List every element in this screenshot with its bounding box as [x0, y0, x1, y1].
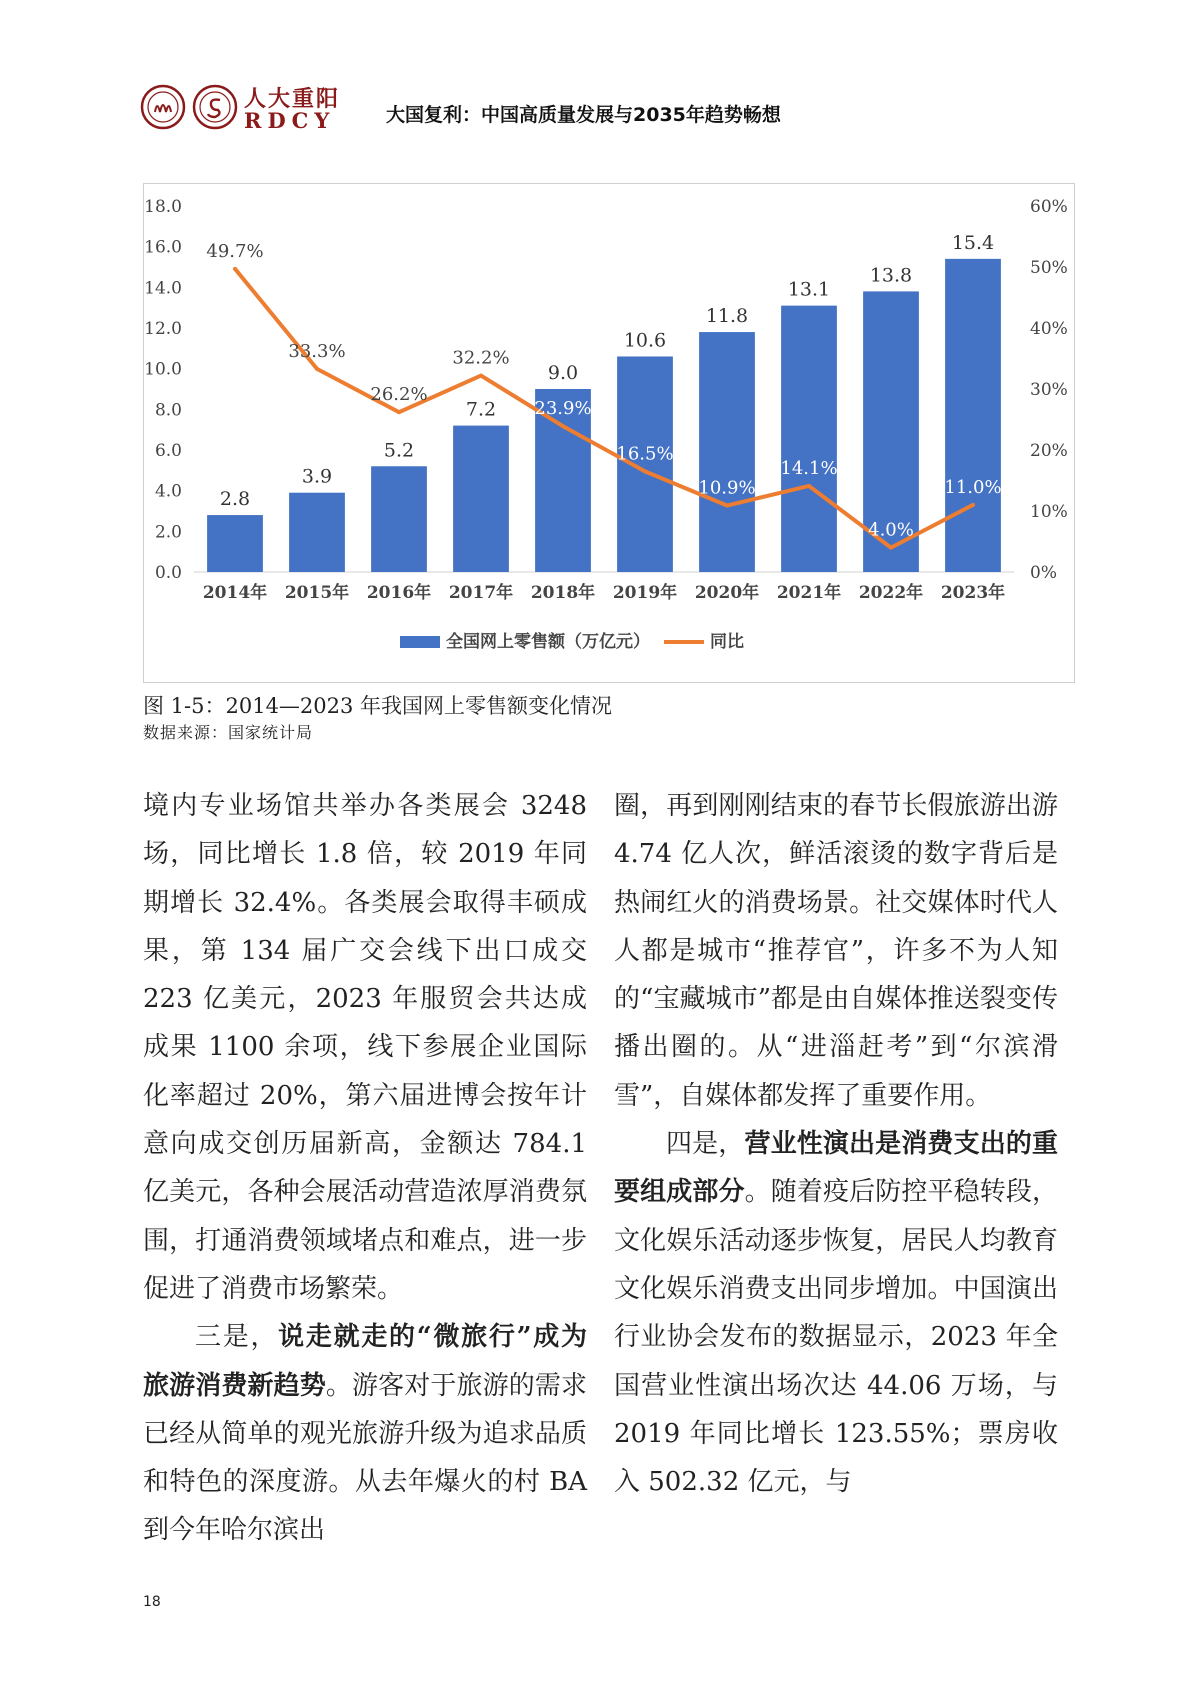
y-left-tick-label: 2.0: [154, 522, 182, 543]
bar: [781, 306, 837, 572]
left-paragraph-2-rest: 。游客对于旅游的需求已经从简单的观光旅游升级为追求品质和特色的深度游。从去年爆火的村 BA 到今年哈尔滨出: [143, 1370, 587, 1546]
right-paragraph-2-rest: 。随着疫后防控平稳转段，文化娱乐活动逐步恢复，居民人均教育文化娱乐消费支出同步增加。中国演出行业协会发布的数据显示，2023 年全国营业性演出场次达 44.06 万场，与 2019 年同比增长 123.55%；票房收入 502.32 亿元，与: [614, 1177, 1058, 1498]
left-paragraph-2-bold: 说走就走的“微旅行”成为旅游消费新趋势: [143, 1322, 587, 1401]
x-tick-label: 2015年: [284, 583, 350, 603]
y-right-tick-label: 60%: [1030, 197, 1068, 217]
yoy-line: [235, 269, 973, 548]
bar-data-label: 9.0: [547, 362, 579, 384]
line-data-label: 26.2%: [370, 384, 428, 406]
university-seal-logo: [140, 84, 186, 130]
legend-line-label: 同比: [710, 632, 744, 652]
x-tick-label: 2018年: [530, 583, 596, 603]
y-right-tick-label: 50%: [1030, 258, 1068, 278]
bar-data-label: 15.4: [951, 231, 995, 254]
legend-bar-label: 全国网上零售额（万亿元）: [446, 632, 650, 652]
x-tick-label: 2023年: [940, 583, 1006, 603]
y-right-tick-label: 20%: [1030, 441, 1068, 461]
yoy-point: [479, 374, 483, 378]
y-left-tick-label: 16.0: [144, 237, 182, 258]
left-paragraph-1: 境内专业场馆共举办各类展会 3248 场，同比增长 1.8 倍，较 2019 年同期增长 32.4%。各类展会取得丰硕成果，第 134 届广交会线下出口成交 223 亿美元，2023 年服贸会共达成成果 1100 余项，线下参展企业国际化率超过 20%，第六届进博会按年计意向成交创历届新高，金额达 784.1 亿美元，各种会展活动营造浓厚消费氛围，打通消费领域堵点和难点，进一步促进了消费市场繁荣。: [143, 791, 587, 1304]
right-paragraph-1: 圈，再到刚刚结束的春节长假旅游出游 4.74 亿人次，鲜活滚烫的数字背后是热闹红火的消费场景。社交媒体时代人人都是城市“推荐官”，许多不为人知的“宝藏城市”都是由自媒体推送裂变传播出圈的。从“进淄赶考”到“尔滨滑雪”，自媒体都发挥了重要作用。: [614, 791, 1058, 1111]
line-data-label: 14.1%: [780, 457, 838, 479]
bar-data-label: 13.8: [869, 264, 913, 287]
y-right-tick-label: 0%: [1030, 563, 1057, 583]
y-left-tick-label: 14.0: [144, 278, 182, 299]
y-left-tick-label: 8.0: [154, 400, 182, 421]
y-right-tick-label: 40%: [1030, 319, 1068, 339]
line-data-label: 11.0%: [944, 476, 1002, 498]
line-data-label: 23.9%: [534, 398, 592, 420]
bar-data-label: 10.6: [623, 329, 667, 352]
x-tick-label: 2014年: [202, 583, 268, 603]
brand-name-en: RDCY: [244, 108, 336, 133]
yoy-point: [397, 410, 401, 414]
page-number: 18: [143, 1594, 161, 1610]
line-data-label: 32.2%: [452, 347, 510, 369]
line-data-label: 16.5%: [616, 443, 674, 465]
x-tick-label: 2019年: [612, 583, 678, 603]
legend-bar-swatch: [400, 636, 440, 648]
line-data-label: 10.9%: [698, 477, 756, 499]
x-tick-label: 2022年: [858, 583, 924, 603]
right-paragraph-2-prefix: 四是，: [666, 1129, 745, 1160]
yoy-point: [807, 484, 811, 488]
right-column: [614, 782, 1058, 1506]
bar: [371, 466, 427, 572]
y-left-tick-label: 10.0: [144, 359, 182, 380]
y-left-tick-label: 12.0: [144, 319, 182, 339]
line-data-label: 49.7%: [206, 240, 264, 262]
y-right-tick-label: 30%: [1030, 380, 1068, 400]
line-data-label: 33.3%: [288, 340, 346, 362]
bar-data-label: 2.8: [219, 488, 251, 511]
bar-data-label: 5.2: [383, 439, 415, 462]
online-retail-chart: [143, 183, 1075, 683]
bar: [289, 493, 345, 572]
yoy-point: [725, 504, 729, 508]
y-left-tick-label: 4.0: [154, 481, 182, 502]
x-tick-label: 2016年: [366, 583, 432, 603]
yoy-point: [971, 503, 975, 507]
yoy-point: [315, 367, 319, 371]
page-header: [140, 78, 1040, 140]
bar: [699, 332, 755, 572]
left-paragraph-2: [143, 1313, 587, 1554]
y-right-tick-label: 10%: [1030, 502, 1068, 522]
bar-data-label: 13.1: [787, 278, 831, 301]
yoy-point: [889, 546, 893, 550]
figure-source: 数据来源：国家统计局: [143, 723, 314, 742]
x-tick-label: 2017年: [448, 583, 514, 603]
brand-name-cn: 人大重阳: [244, 86, 341, 112]
right-paragraph-2: [614, 1120, 1058, 1506]
left-paragraph-2-prefix: 三是，: [195, 1322, 279, 1353]
bar: [453, 426, 509, 572]
chart-svg: [144, 184, 1074, 682]
x-tick-label: 2020年: [694, 583, 760, 603]
bar: [207, 515, 263, 572]
x-tick-label: 2021年: [776, 583, 842, 603]
y-left-tick-label: 0.0: [154, 563, 182, 583]
bar-data-label: 11.8: [705, 305, 749, 328]
y-left-tick-label: 18.0: [144, 197, 182, 217]
bar: [945, 259, 1001, 572]
line-data-label: 4.0%: [868, 519, 914, 541]
y-left-tick-label: 6.0: [154, 441, 182, 461]
left-column: [143, 782, 587, 1555]
yoy-point: [233, 267, 237, 271]
bar-data-label: 3.9: [301, 465, 333, 488]
right-paragraph-2-bold: 营业性演出是消费支出的重要组成部分: [614, 1129, 1058, 1208]
yoy-point: [561, 424, 565, 428]
yoy-point: [643, 469, 647, 473]
figure-caption: 图 1-5：2014—2023 年我国网上零售额变化情况: [143, 694, 613, 718]
rdcy-seal-logo: [192, 84, 238, 130]
bar-data-label: 7.2: [465, 398, 497, 421]
book-title: 大国复利：中国高质量发展与2035年趋势畅想: [386, 104, 781, 126]
